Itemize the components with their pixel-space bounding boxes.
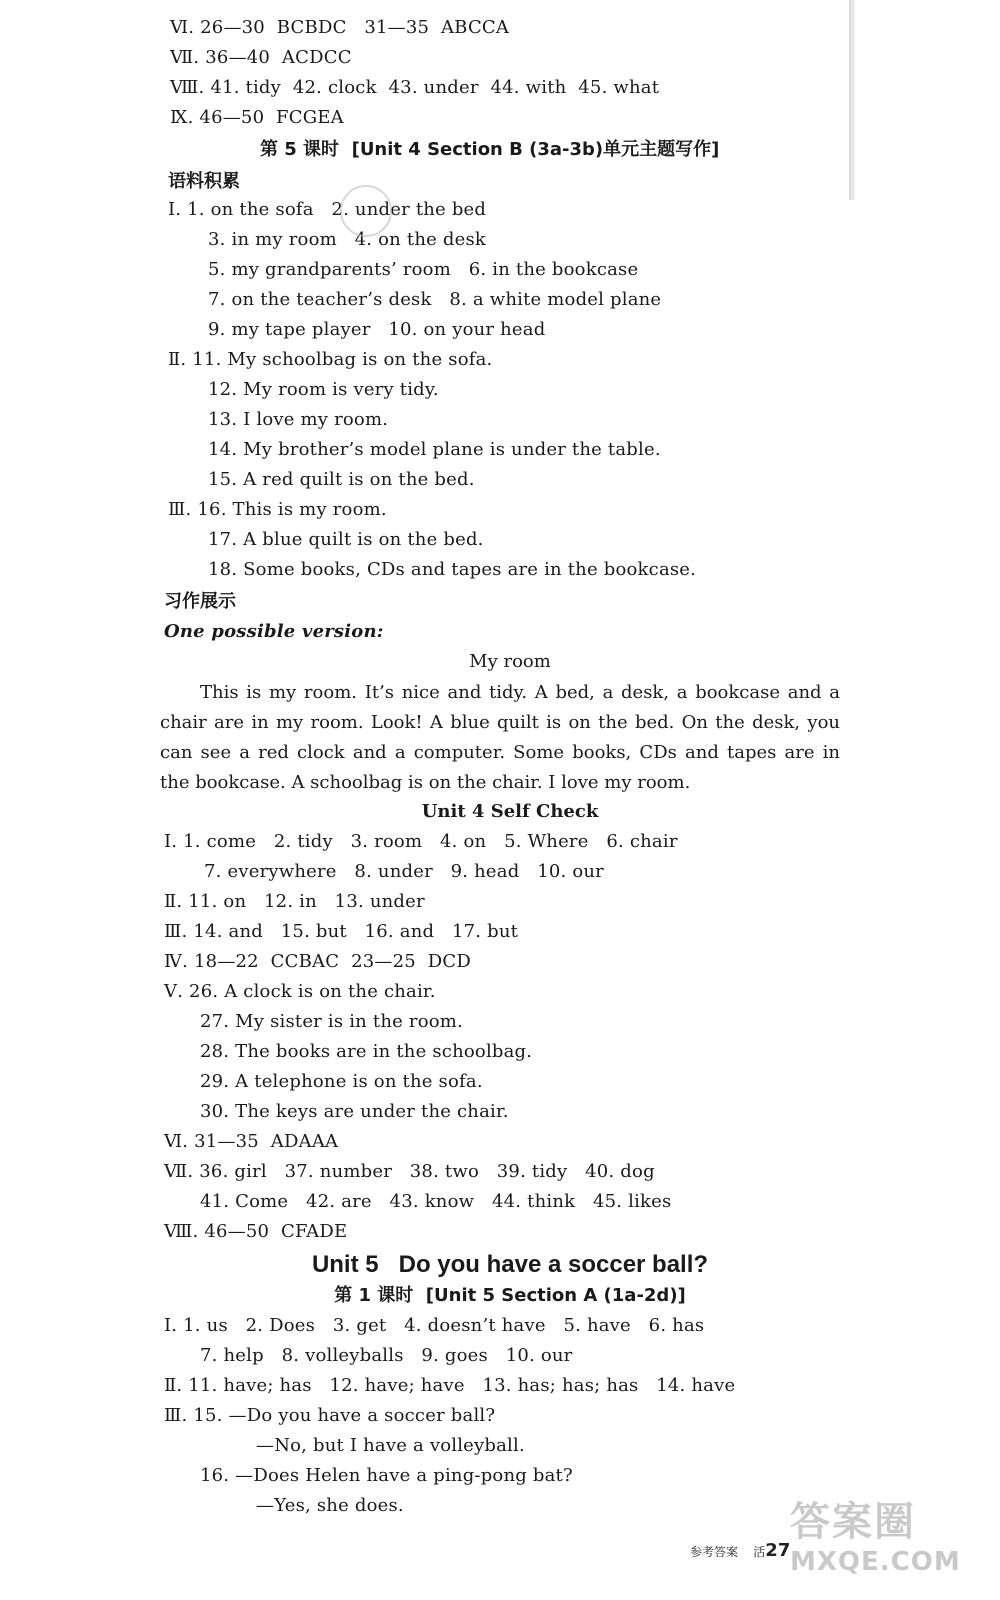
answer-line: Ⅳ. 18—22 CCBAC 23—25 DCD (164, 951, 471, 972)
answer-line: Ⅰ. 1. us 2. Does 3. get 4. doesn’t have 5. have 6. has (164, 1315, 705, 1336)
self-check-title: Unit 4 Self Check (421, 801, 599, 822)
essay-text: This is my room. It’s nice and tidy. A bed, a desk, a bookcase and a chair are in my room. Look! A blue quilt is on the bed. On the desk, you can see a red clock and a computer. Some books, CDs and tapes are in the bookcase. A schoolbag is on the chair. I love my room. (160, 682, 840, 793)
answer-line: Ⅴ. 26. A clock is on the chair. (164, 981, 436, 1002)
answer-line: Ⅲ. 15. —Do you have a soccer ball? (164, 1405, 496, 1426)
answer-line: 41. Come 42. are 43. know 44. think 45. likes (200, 1191, 672, 1212)
section-heading-writing: 习作展示 (164, 591, 236, 612)
watermark-logo (790, 1490, 990, 1590)
answer-line: 7. everywhere 8. under 9. head 10. our (204, 861, 604, 882)
answer-line: 13. I love my room. (208, 409, 389, 430)
answer-line: Ⅵ. 31—35 ADAAA (164, 1131, 339, 1152)
answer-line: Ⅷ. 41. tidy 42. clock 43. under 44. with 45. what (170, 77, 660, 98)
answer-line: 7. help 8. volleyballs 9. goes 10. our (200, 1345, 573, 1366)
answer-line: Ⅱ. 11. My schoolbag is on the sofa. (168, 349, 493, 370)
answer-line: Ⅵ. 26—30 BCBDC 31—35 ABCCA (170, 17, 510, 38)
answer-line: 5. my grandparents’ room 6. in the bookcase (208, 259, 639, 280)
version-label: One possible version: (164, 621, 384, 642)
unit-title: Unit 5 Do you have a soccer ball? (311, 1251, 709, 1278)
answer-line: 29. A telephone is on the sofa. (200, 1071, 483, 1092)
answer-line: Ⅲ. 14. and 15. but 16. and 17. but (164, 921, 519, 942)
watermark-cn: 答案圈 (790, 1499, 916, 1545)
answer-line: Ⅰ. 1. on the sofa 2. under the bed (168, 199, 487, 220)
answer-line: Ⅷ. 46—50 CFADE (164, 1221, 348, 1242)
answer-line: —No, but I have a volleyball. (256, 1435, 525, 1456)
answer-line: Ⅰ. 1. come 2. tidy 3. room 4. on 5. Where 6. chair (164, 831, 678, 852)
faint-stamp (340, 185, 392, 237)
answer-line: 17. A blue quilt is on the bed. (208, 529, 484, 550)
lesson-title: 第 5 课时 [Unit 4 Section B (3a-3b)单元主题写作] (260, 139, 720, 160)
answer-line: 28. The books are in the schoolbag. (200, 1041, 533, 1062)
answer-line: —Yes, she does. (256, 1495, 404, 1516)
essay-title: My room (469, 651, 551, 672)
essay-paragraph (160, 678, 840, 798)
section-heading-corpus: 语料积累 (168, 171, 240, 192)
answer-line: Ⅶ. 36. girl 37. number 38. two 39. tidy 40. dog (164, 1161, 655, 1182)
answer-line: 30. The keys are under the chair. (200, 1101, 509, 1122)
answer-line: 9. my tape player 10. on your head (208, 319, 546, 340)
page-prefix: 活 (753, 1545, 766, 1559)
content-column (160, 0, 860, 1600)
watermark-url: MXQE.COM (790, 1547, 961, 1577)
answer-line: 18. Some books, CDs and tapes are in the bookcase. (208, 559, 697, 580)
answer-line: Ⅱ. 11. on 12. in 13. under (164, 891, 425, 912)
footer-label: 参考答案 (690, 1545, 739, 1559)
page-number: 27 (765, 1540, 791, 1561)
page-footer (690, 1540, 790, 1561)
answer-line: Ⅸ. 46—50 FCGEA (170, 107, 344, 128)
answer-line: Ⅱ. 11. have; has 12. have; have 13. has; has; has 14. have (164, 1375, 736, 1396)
answer-line: 3. in my room 4. on the desk (208, 229, 487, 250)
answer-line: 14. My brother’s model plane is under the table. (208, 439, 661, 460)
answer-line: 12. My room is very tidy. (208, 379, 439, 400)
lesson-title: 第 1 课时 [Unit 5 Section A (1a-2d)] (334, 1285, 686, 1306)
answer-line: 16. —Does Helen have a ping-pong bat? (200, 1465, 573, 1486)
answer-line: Ⅲ. 16. This is my room. (168, 499, 387, 520)
answer-line: 7. on the teacher’s desk 8. a white model plane (208, 289, 662, 310)
answer-line: Ⅶ. 36—40 ACDCC (170, 47, 352, 68)
answer-line: 15. A red quilt is on the bed. (208, 469, 475, 490)
answer-line: 27. My sister is in the room. (200, 1011, 463, 1032)
